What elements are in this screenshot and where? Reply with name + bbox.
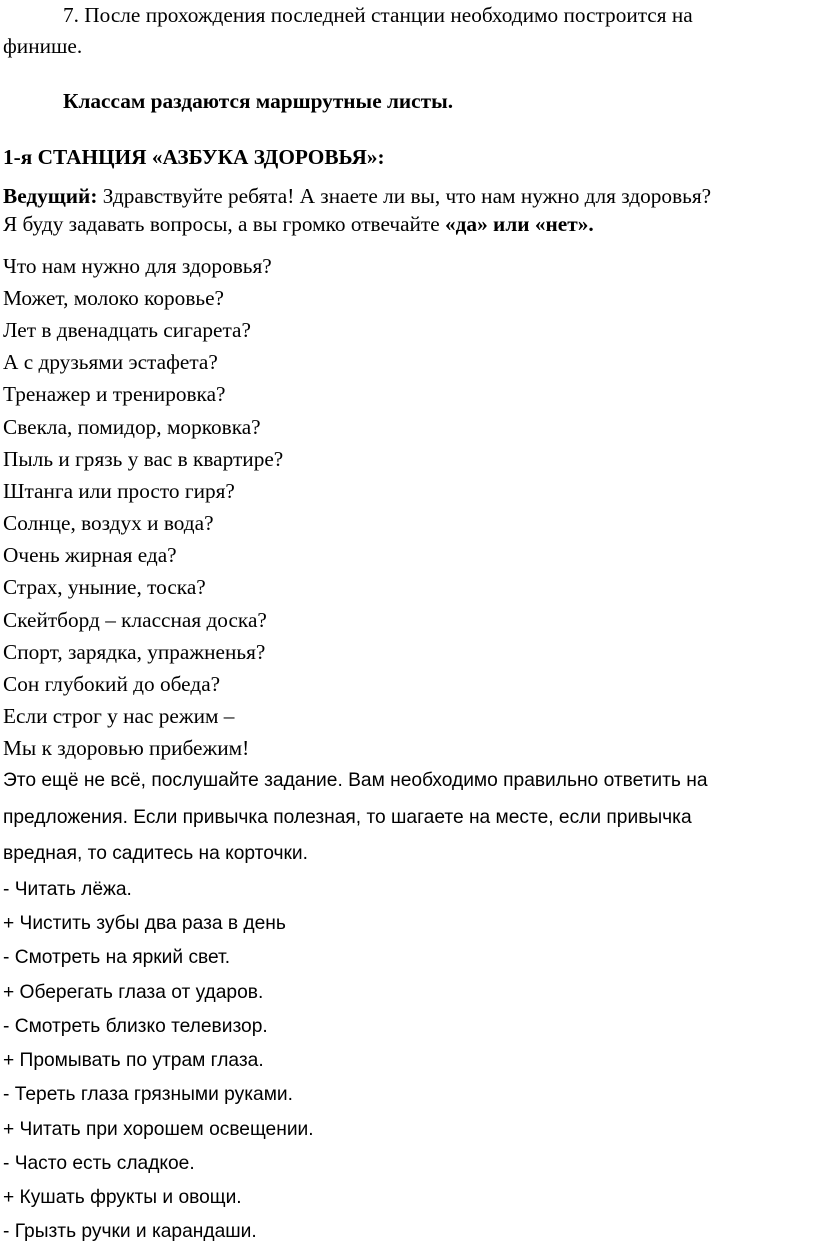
host-label: Ведущий: (3, 184, 98, 208)
question-line: Лет в двенадцать сигарета? (3, 318, 251, 342)
habit-item: + Читать при хорошем освещении. (3, 1119, 314, 1140)
intro-line-1: 7. После прохождения последней станции необходимо построится на (63, 3, 693, 27)
question-line: Солнце, воздух и вода? (3, 511, 214, 535)
question-line: А с друзьями эстафета? (3, 350, 218, 374)
habit-item: - Тереть глаза грязными руками. (3, 1084, 293, 1105)
task-line-1: Это ещё не всё, послушайте задание. Вам необходимо правильно ответить на (3, 770, 708, 791)
host-instruction: Я буду задавать вопросы, а вы громко отвечайте (3, 212, 446, 236)
route-sheets-note: Классам раздаются маршрутные листы. (63, 89, 454, 113)
habit-item: + Кушать фрукты и овощи. (3, 1187, 242, 1208)
task-line-2: предложения. Если привычка полезная, то шагаете на месте, если привычка (3, 807, 692, 828)
habit-item: + Оберегать глаза от ударов. (3, 982, 264, 1003)
habit-item: + Промывать по утрам глаза. (3, 1050, 264, 1071)
host-line-1 (3, 186, 711, 207)
host-greeting: Здравствуйте ребята! А знаете ли вы, что нам нужно для здоровья? (97, 184, 712, 208)
question-line: Свекла, помидор, морковка? (3, 415, 261, 439)
question-line: Сон глубокий до обеда? (3, 672, 221, 696)
host-answer-options: «да» или «нет». (445, 212, 594, 236)
question-line: Тренажер и тренировка? (3, 382, 226, 406)
question-line: Если строг у нас режим – (3, 704, 235, 728)
habit-item: + Чистить зубы два раза в день (3, 913, 286, 934)
station-title: 1-я СТАНЦИЯ «АЗБУКА ЗДОРОВЬЯ»: (3, 145, 385, 169)
habit-item: - Грызть ручки и карандаши. (3, 1221, 257, 1242)
habit-item: - Смотреть близко телевизор. (3, 1016, 268, 1037)
intro-line-2: финише. (3, 34, 83, 58)
question-line: Может, молоко коровье? (3, 286, 225, 310)
habit-item: - Часто есть сладкое. (3, 1153, 195, 1174)
task-line-3: вредная, то садитесь на корточки. (3, 843, 308, 864)
question-line: Пыль и грязь у вас в квартире? (3, 447, 284, 471)
question-line: Что нам нужно для здоровья? (3, 254, 272, 278)
question-line: Скейтборд – классная доска? (3, 608, 267, 632)
question-line: Мы к здоровью прибежим! (3, 736, 250, 760)
question-line: Страх, уныние, тоска? (3, 575, 206, 599)
question-line: Очень жирная еда? (3, 543, 177, 567)
habit-item: - Смотреть на яркий свет. (3, 947, 231, 968)
host-line-2 (3, 214, 594, 235)
habit-item: - Читать лёжа. (3, 879, 132, 900)
question-line: Штанга или просто гиря? (3, 479, 235, 503)
question-line: Спорт, зарядка, упражненья? (3, 640, 266, 664)
